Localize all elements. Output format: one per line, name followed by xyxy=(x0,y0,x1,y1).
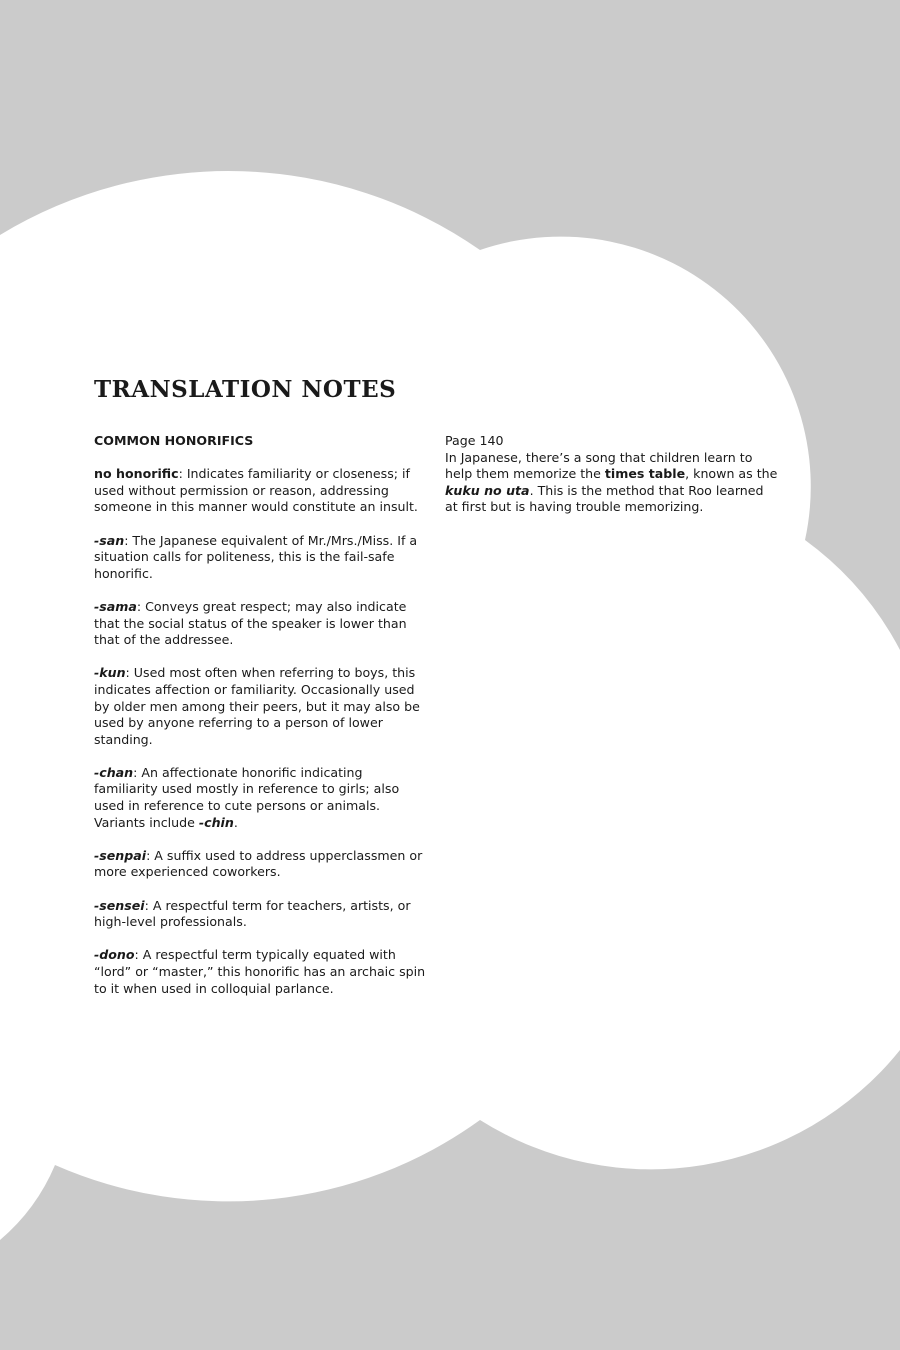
entry-chan: -chan: An affectionate honorific indicating familiarity used mostly in reference to girls; also used in reference to cute persons or animals. Variants include -chin. xyxy=(94,764,400,830)
entry-dono: -dono: A respectful term typically equated with “lord” or “master,” this honorific has an archaic spin to it when used in colloquial parlance. xyxy=(94,947,426,996)
entry-senpai: -senpai: A suffix used to address upperclassmen or more experienced coworkers. xyxy=(94,847,423,880)
page-note-column xyxy=(445,433,780,516)
entry-sama: -sama: Conveys great respect; may also indicate that the social status of the speaker is lower than that of the addressee. xyxy=(94,598,407,648)
page-reference: Page 140 xyxy=(445,433,504,448)
entry-no-honorific: no honorific: Indicates familiarity or closeness; if used without permission or reason, addressing someone in this manner would constitute an insult. xyxy=(94,466,418,515)
entry-sensei: -sensei: A respectful term for teachers, artists, or high-level professionals. xyxy=(94,897,411,930)
entry-san: -san: The Japanese equivalent of Mr./Mrs./Miss. If a situation calls for politeness, this is the fail-safe honorific. xyxy=(94,532,418,581)
entry-kun: -kun: Used most often when referring to boys, this indicates affection or familiarity. Occasionally used by older men among their peers, but it may also be used by anyone referring to a person of lower standing. xyxy=(94,665,420,747)
section-subtitle: COMMON HONORIFICS xyxy=(94,433,254,448)
honorifics-column xyxy=(94,433,429,1014)
page-note-text: In Japanese, there’s a song that children learn to help them memorize the times table, known as the kuku no uta. This is the method that Roo learned at first but is having trouble memorizing. xyxy=(445,449,778,515)
page-title: TRANSLATION NOTES xyxy=(94,376,397,403)
